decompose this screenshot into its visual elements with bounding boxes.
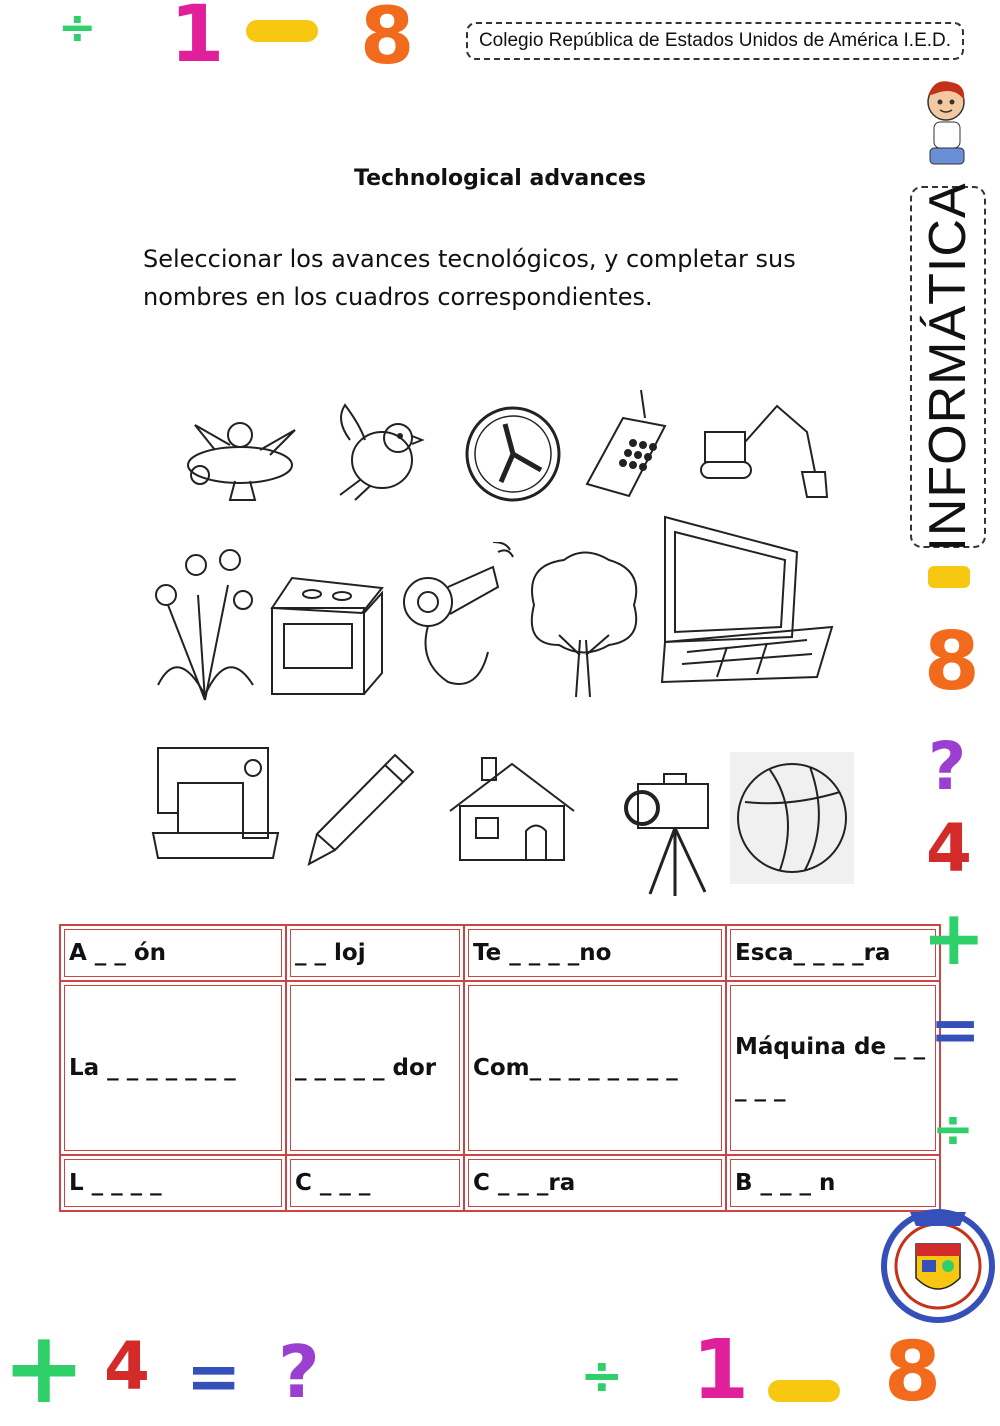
equals-symbol-bottom: = — [186, 1338, 242, 1415]
cell-balon: B _ _ _ n — [726, 1155, 940, 1211]
word-completion-table — [59, 924, 941, 1212]
minus-symbol-right — [928, 566, 970, 588]
number-one-top: 1 — [170, 0, 225, 80]
hair-dryer-image — [398, 542, 516, 697]
school-name: Colegio República de Estados Unidos de América I.E.D. — [478, 30, 952, 51]
laptop-image — [657, 512, 835, 692]
divide-symbol-bottom: ÷ — [580, 1346, 624, 1406]
camera-image — [620, 764, 715, 898]
bird-image — [330, 400, 425, 505]
cell-lapiz: L _ _ _ _ — [60, 1155, 286, 1211]
table-row — [60, 1155, 940, 1211]
number-one-bottom: 1 — [692, 1323, 750, 1418]
airplane-image — [175, 405, 310, 505]
page-title: Technological advances — [353, 166, 646, 191]
number-eight-bottom: 8 — [884, 1325, 942, 1420]
cell-camara: C _ _ _ra — [464, 1155, 726, 1211]
plus-symbol-right: + — [922, 893, 986, 982]
cell-secador: _ _ _ _ _ dor — [286, 981, 464, 1154]
boy-illustration — [920, 74, 972, 174]
table-row — [60, 925, 940, 981]
pencil-image — [305, 750, 417, 868]
cell-maquina-de-coser: Máquina de _ _ _ _ _ — [726, 981, 940, 1154]
cell-computador: Com_ _ _ _ _ _ _ _ — [464, 981, 726, 1154]
excavator-image — [697, 402, 842, 510]
equals-symbol-right: = — [930, 995, 981, 1065]
question-mark-right: ? — [928, 728, 967, 805]
cell-reloj: _ _ loj — [286, 925, 464, 981]
school-name-box — [466, 22, 964, 60]
minus-symbol-top — [246, 20, 318, 42]
house-image — [446, 756, 578, 864]
tree-image — [514, 545, 649, 700]
plus-symbol-bottom: + — [2, 1309, 86, 1426]
cell-avion: A _ _ ón — [60, 925, 286, 981]
subject-label: INFORMÁTICA — [919, 182, 977, 552]
number-four-right: 4 — [926, 810, 972, 887]
number-four-bottom: 4 — [104, 1328, 150, 1405]
minus-symbol-bottom — [768, 1380, 840, 1402]
stove-image — [262, 568, 390, 698]
divide-symbol-right: ÷ — [932, 1100, 974, 1158]
cell-telefono: Te _ _ _ _no — [464, 925, 726, 981]
clock-image — [463, 400, 563, 508]
cell-lavadora: La _ _ _ _ _ _ _ — [60, 981, 286, 1154]
divide-symbol-top: ÷ — [58, 0, 97, 54]
flowers-image — [148, 535, 263, 705]
cellphone-image — [583, 388, 675, 500]
instructions: Seleccionar los avances tecnológicos, y completar sus nombres en los cuadros correspondientes. — [143, 245, 796, 311]
number-eight-top: 8 — [360, 0, 415, 82]
school-emblem-logo — [880, 1200, 996, 1326]
cell-casa: C _ _ _ — [286, 1155, 464, 1211]
cell-escavadora: Esca_ _ _ _ra — [726, 925, 940, 981]
number-eight-right: 8 — [924, 615, 980, 708]
ball-image — [730, 752, 854, 884]
question-mark-bottom: ? — [278, 1330, 320, 1414]
table-row — [60, 981, 940, 1154]
sewing-machine-image — [148, 738, 283, 863]
